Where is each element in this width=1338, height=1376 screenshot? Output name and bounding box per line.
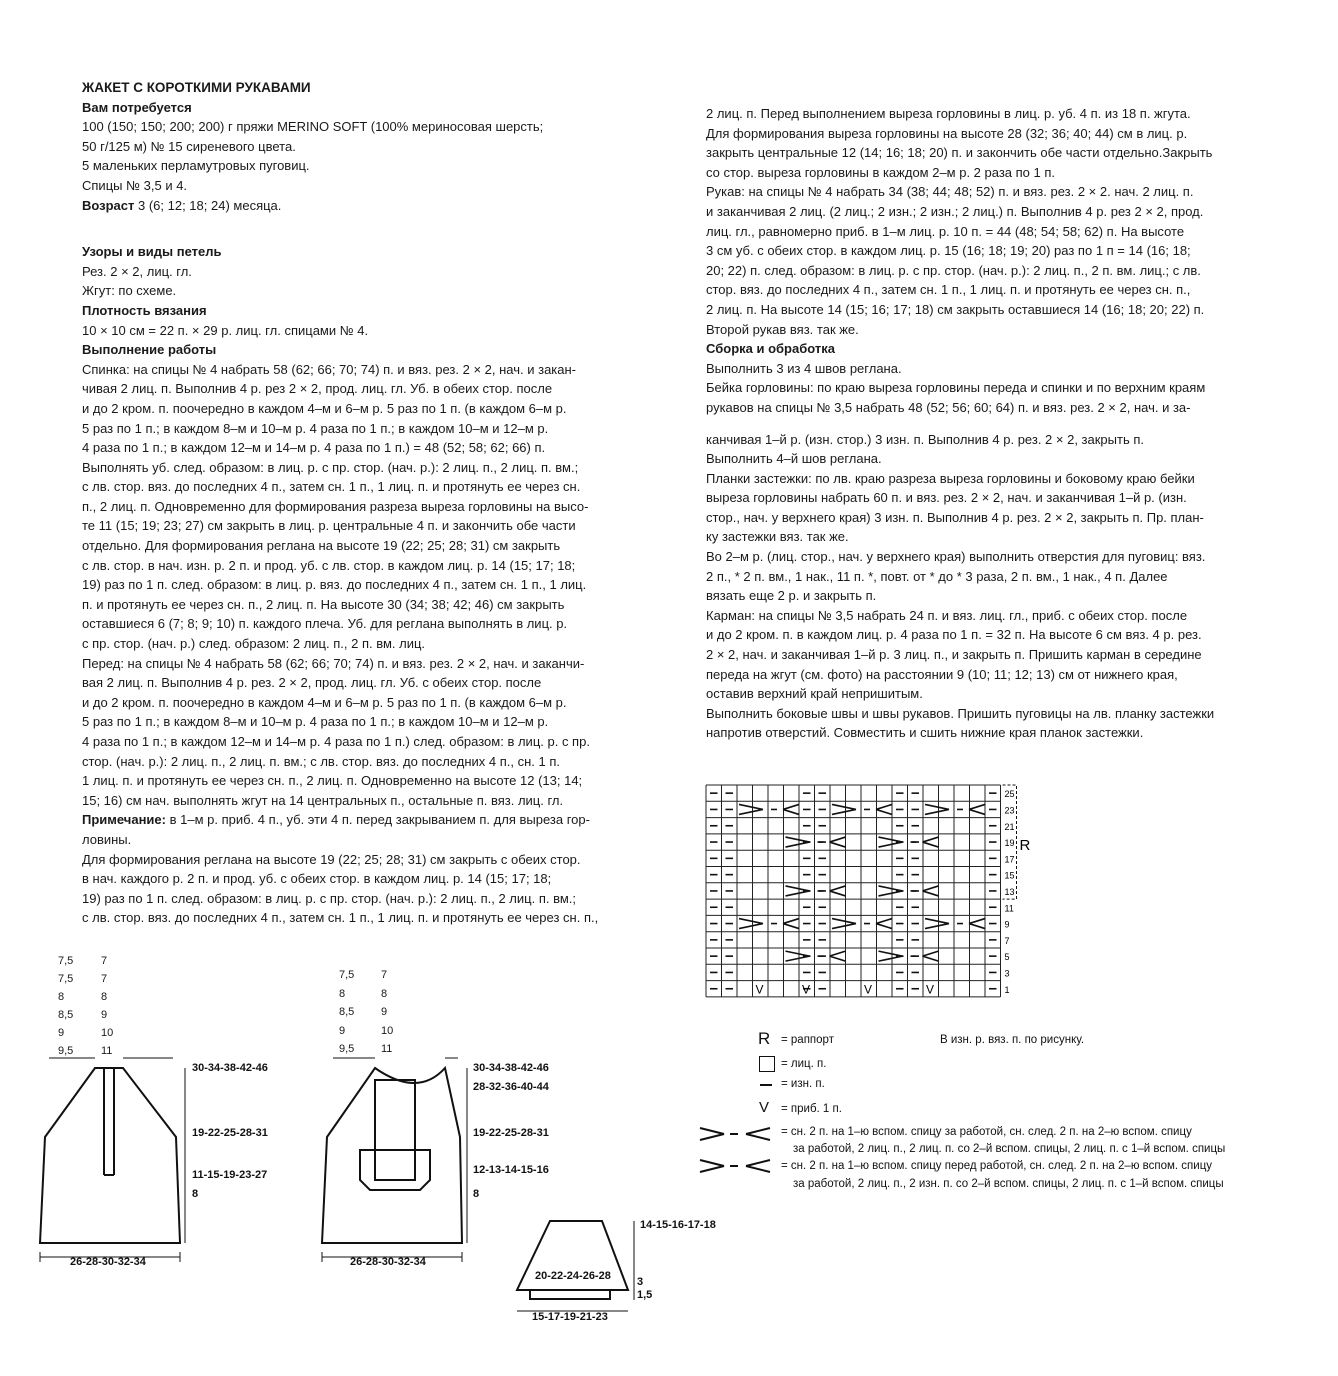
text-line: 15; 16) см нач. выполнять жгут на 14 центральных п., остальные п. вяз. лиц. гл.: [82, 792, 564, 808]
increase-mark: V: [755, 982, 764, 997]
chart-row-number: 19: [1004, 838, 1015, 849]
cable1-line1: = сн. 2 п. на 1–ю вспом. спицу за работой, сн. след. 2 п. на 2–ю вспом. спицу: [781, 1126, 1192, 1138]
back-dim-raglan: 19-22-25-28-31: [192, 1127, 268, 1139]
text-line: 50 г/125 м) № 15 сиреневого цвета.: [82, 138, 296, 154]
increase-text: = приб. 1 п.: [781, 1103, 842, 1115]
note-line-2: ловины.: [82, 831, 132, 847]
sleeve-dim-inner: 20-22-24-26-28: [535, 1270, 611, 1282]
purl-text: = изн. п.: [781, 1078, 825, 1090]
text-line: чивая 2 лиц. п. Выполнив 4 р. рез 2 × 2, прод. лиц. гл. Уб. в обеих стор. после: [82, 381, 553, 397]
dimension-number: 8: [381, 987, 388, 1000]
text-line: 5 раз по 1 п.; в каждом 8–м и 10–м р. 4 раза по 1 п.; в каждом 10–м и 12–м р.: [82, 714, 549, 730]
back-right-numbers: [101, 952, 113, 1060]
cable-mark: [739, 919, 763, 924]
text-line: Спицы № 3,5 и 4.: [82, 177, 188, 193]
text-line: рукавов на спицы № 3,5 набрать 48 (52; 56; 60; 64) п. и вяз. рез. 2 × 2, нач. и за-: [706, 399, 1191, 415]
text-line: 4 раза по 1 п.; в каждом 12–м и 14–м р. 4 раза по 1 п.) = 48 (52; 58; 62; 66) п.: [82, 440, 546, 456]
dimension-number: 8,5: [58, 1009, 74, 1021]
dimension-number: 10: [101, 1027, 114, 1039]
text-line: 3 см уб. с обеих стор. в каждом лиц. р. 15 (16; 18; 19; 20) раз по 1 п = 14 (16; 18;: [706, 243, 1191, 259]
front-continued-text: [706, 104, 1266, 339]
cable-left-icon: [700, 1160, 770, 1172]
cable-mark: [832, 804, 856, 809]
text-line: 1 лиц. п. и протянуть ее через сн. п., 2 лиц. п. Одновременно на высоте 12 (13; 14;: [82, 773, 583, 789]
chart-row-number: 25: [1004, 789, 1015, 800]
chart-row-number: 9: [1004, 919, 1010, 930]
cable-mark: [925, 804, 949, 809]
increase-mark: V: [926, 982, 935, 997]
work-heading: Выполнение работы: [82, 342, 217, 358]
dimension-number: 7,5: [58, 973, 74, 985]
purl-dash-icon: [760, 1084, 772, 1086]
cable-mark: [923, 837, 939, 842]
increase-mark: V: [802, 982, 811, 997]
text-line: с лв. стор. вяз. до последних 4 п., затем сн. 1 п., 1 лиц. п. и протянуть ее через сн. п.,: [82, 910, 599, 926]
cable-mark: [786, 842, 810, 847]
increase-mark: V: [864, 982, 873, 997]
sleeve-dim-height: 14-15-16-17-18: [640, 1219, 716, 1231]
text-line: 2 п., * 2 п. вм., 1 нак., 11 п. *, повт. от * до * 3 раза, 2 п. вм., 1 нак., 4 п. Далее: [706, 568, 1168, 584]
cable-mark: [832, 924, 856, 929]
front-dim-neck: 28-32-36-40-44: [473, 1081, 549, 1093]
cable-mark: [879, 842, 903, 847]
cable-mark: [830, 837, 846, 842]
text-line: Планки застежки: по лв. краю разреза выреза горловины и боковому краю бейки: [706, 470, 1195, 486]
text-line: Выполнить 3 из 4 швов реглана.: [706, 360, 902, 376]
text-line: переда на жгут (см. фото) на расстоянии 9 (10; 11; 12; 13) см от нижнего края,: [706, 666, 1178, 682]
text-line: ку застежки вяз. так же.: [706, 529, 849, 545]
text-line: 20; 22) п. след. образом: в лиц. р. с пр. стор. (нач. р.): 2 лиц. п., 2 п. вм. лиц.; с лв.: [706, 262, 1201, 278]
front-dim-rib: 8: [473, 1188, 480, 1200]
dimension-number: 11: [381, 1043, 393, 1055]
text-line: п. и протянуть ее через сн. п., 2 лиц. п. На высоте 30 (34; 38; 42; 46) см закрыть: [82, 596, 565, 612]
knit-square-icon: [759, 1056, 775, 1072]
cable-mark: [925, 924, 949, 929]
cable-mark: [830, 951, 846, 956]
text-line: Карман: на спицы № 3,5 набрать 24 п. и вяз. лиц. гл., приб. с обеих стор. после: [706, 607, 1188, 623]
front-dim-top: 30-34-38-42-46: [473, 1062, 549, 1074]
cable-mark: [786, 891, 810, 896]
back-dim-rib: 8: [192, 1188, 199, 1200]
cable-mark: [830, 891, 846, 896]
text-line: Выполнять уб. след. образом: в лиц. р. с пр. стор. (нач. р.): 2 лиц. п., 2 лиц. п. вм.;: [82, 459, 579, 475]
cable-mark: [876, 919, 892, 924]
cable-mark: [925, 809, 949, 814]
patterns-heading: Узоры и виды петель: [82, 244, 222, 260]
note-text-1: в 1–м р. приб. 4 п., уб. эти 4 п. перед закрыванием п. для выреза гор-: [165, 812, 590, 828]
text-line: в нач. каждого р. 2 п. и прод. уб. с обеих стор. в каждом лиц. р. 14 (15; 17; 18;: [82, 871, 552, 887]
dimension-number: 7: [101, 955, 108, 967]
dimension-number: 8,5: [339, 1006, 355, 1018]
text-line: стор. вяз. до последних 4 п., затем сн. 1 п., 1 лиц. п. и протянуть ее через сн. п.,: [706, 282, 1191, 298]
text-line: с пр. стор. (нач. р.) след. образом: 2 лиц. п., 2 п. вм. лиц.: [82, 636, 426, 652]
cable-mark: [923, 956, 939, 961]
text-line: закрыть центральные 12 (14; 16; 18; 20) п. и закончить обе части отдельно.Закрыть: [706, 145, 1213, 161]
cable-mark: [739, 804, 763, 809]
cable-right-icon: [700, 1128, 770, 1140]
text-line: Для формирования реглана на высоте 19 (22; 25; 28; 31) см закрыть с обеих стор.: [82, 851, 581, 867]
cable-mark: [876, 924, 892, 929]
chart-row-number: 3: [1004, 968, 1010, 979]
text-line: 4 раза по 1 п.; в каждом 12–м и 14–м р. 4 раза по 1 п.) след. образом: в лиц. р. с пр.: [82, 734, 590, 749]
text-line: 5 раз по 1 п.; в каждом 8–м и 10–м р. 4 раза по 1 п.; в каждом 10–м и 12–м р.: [82, 420, 549, 436]
note-label: Примечание:: [82, 812, 166, 828]
text-line: вязать еще 2 р. и закрыть п.: [706, 588, 877, 604]
text-line: оставшиеся 6 (7; 8; 9; 10) п. каждого плеча. Уб. для реглана выполнять в лиц. р.: [82, 616, 568, 632]
dimension-number: 9: [381, 1006, 388, 1018]
text-line: Второй рукав вяз. так же.: [706, 321, 859, 337]
cable-mark: [879, 886, 903, 891]
text-line: лиц. гл., равномерно приб. в 1–м лиц. р. 10 п. = 44 (48; 54; 58; 62) п. На высоте: [706, 223, 1185, 239]
cable-mark: [969, 804, 985, 809]
chart-row-number: 13: [1004, 886, 1015, 897]
text-line: 5 маленьких перламутровых пуговиц.: [82, 158, 310, 174]
dimension-number: 8: [58, 991, 65, 1003]
text-line: Для формирования выреза горловины на высоте 28 (32; 36; 40; 44) см в лиц. р.: [706, 125, 1188, 141]
text-line: 19) раз по 1 п. след. образом: в лиц. р. с пр. стор. (нач. р.): 2 лиц. п., 2 лиц. п. вм.;: [82, 890, 577, 906]
text-line: Выполнить 4–й шов реглана.: [706, 451, 882, 467]
chart-row-number: 21: [1004, 821, 1015, 832]
cable-mark: [876, 809, 892, 814]
age-line: [82, 196, 627, 216]
text-line: п., 2 лиц. п. Одновременно для формирования разреза выреза горловины на высо-: [82, 498, 589, 514]
cable-mark: [783, 809, 799, 814]
cable2-line2: за работой, 2 лиц. п., 2 изн. п. со 2–й вспом. спицы, 2 лиц. п. с 1–й вспом. спицы: [793, 1178, 1224, 1190]
text-line: Жгут: по схеме.: [82, 283, 177, 299]
knitting-chart: [704, 783, 1034, 1008]
front-schematic: [322, 1058, 467, 1262]
text-line: стор. (нач. р.): 2 лиц. п., 2 лиц. п. вм.; с лв. стор. вяз. до последних 4 п., сн. 1 п.: [82, 753, 561, 769]
assembly-text-a: [706, 359, 1266, 418]
cable-mark: [739, 809, 763, 814]
cable-mark: [783, 924, 799, 929]
cable1-line2: за работой, 2 лиц. п., 2 лиц. п. со 2–й вспом. спицы, 2 лиц. п. с 1–й вспом. спицы: [793, 1143, 1226, 1155]
cable-mark: [969, 919, 985, 924]
text-line: те 11 (15; 19; 23; 27) см закрыть в лиц. р. центральные 4 п. и закончить обе части: [82, 518, 576, 534]
cable-mark: [969, 809, 985, 814]
work-text-b: [82, 850, 627, 928]
age-text: 3 (6; 12; 18; 24) месяца.: [134, 197, 282, 213]
text-line: отдельно. Для формирования реглана на высоте 19 (22; 25; 28; 31) см закрыть: [82, 538, 561, 554]
text-line: 2 лиц. п. Перед выполнением выреза горловины в лиц. р. уб. 4 п. из 18 п. жгута.: [706, 106, 1191, 121]
materials-list: [82, 117, 627, 195]
cable-mark: [739, 924, 763, 929]
dimension-number: 9: [101, 1009, 108, 1021]
note-line-1: [82, 810, 627, 830]
text-line: Выполнить боковые швы и швы рукавов. Пришить пуговицы на лв. планку застежки: [706, 705, 1215, 721]
dimension-number: 8: [339, 987, 346, 1000]
legend-note: В изн. р. вяз. п. по рисунку.: [940, 1034, 1085, 1046]
back-dim-slit: 11-15-19-23-27: [192, 1169, 268, 1181]
text-line: Рукав: на спицы № 4 набрать 34 (38; 44; 48; 52) п. и вяз. рез. 2 × 2. нач. 2 лиц. п.: [706, 184, 1194, 200]
dimension-number: 11: [101, 1045, 113, 1057]
back-dim-width: 26-28-30-32-34: [70, 1256, 146, 1268]
text-line: 100 (150; 150; 200; 200) г пряжи MERINO SOFT (100% мериносовая шерсть;: [82, 119, 544, 135]
patterns-list: [82, 262, 627, 301]
dimension-number: 9,5: [58, 1045, 74, 1057]
cable-mark: [830, 886, 846, 891]
cable-mark: [832, 809, 856, 814]
cable-mark: [923, 842, 939, 847]
knit-text: = лиц. п.: [781, 1058, 827, 1070]
text-line: Перед: на спицы № 4 набрать 58 (62; 66; 70; 74) п. и вяз. рез. 2 × 2, нач. и заканчи-: [82, 655, 585, 671]
cable-mark: [830, 956, 846, 961]
chart-row-number: 17: [1004, 854, 1015, 865]
cable-mark: [923, 951, 939, 956]
text-line: с лв. стор. вяз. до последних 4 п., затем сн. 1 п., 1 лиц. п. и протянуть ее через сн.: [82, 479, 581, 495]
dimension-number: 9: [339, 1024, 346, 1037]
cable-mark: [786, 886, 810, 891]
work-text-a: [82, 360, 627, 811]
sleeve-dim-band-b: 1,5: [637, 1289, 653, 1301]
sleeve-dim-band-a: 3: [637, 1276, 644, 1288]
sleeve-dim-width: 15-17-19-21-23: [532, 1311, 608, 1323]
cable-mark: [783, 919, 799, 924]
chart-row-number: 23: [1004, 805, 1015, 816]
pattern-title: ЖАКЕТ С КОРОТКИМИ РУКАВАМИ: [82, 80, 311, 95]
text-line: оставив верхний край непришитым.: [706, 686, 923, 702]
text-line: со стор. выреза горловины в каждом 2–м р. 2 раза по 1 п.: [706, 164, 1056, 180]
dimension-number: 7: [101, 973, 108, 985]
assembly-heading: Сборка и обработка: [706, 341, 835, 357]
sleeve-schematic: [517, 1221, 634, 1311]
cable-mark: [876, 804, 892, 809]
dimension-number: 10: [381, 1024, 394, 1037]
text-line: Бейка горловины: по краю выреза горловины переда и спинки и по верхним краям: [706, 380, 1206, 396]
text-line: 2 × 2, нач. и заканчивая 1–й р. 3 лиц. п., и закрыть п. Пришить карман в середине: [706, 647, 1202, 663]
cable-mark: [783, 804, 799, 809]
front-dim-pocket: 12-13-14-15-16: [473, 1164, 549, 1176]
cable-mark: [786, 837, 810, 842]
dimension-number: 9: [58, 1027, 65, 1039]
text-line: с лв. стор. в нач. изн. р. 2 п. и прод. уб. с лв. стор. в каждом лиц. р. 14 (15; 17; 18;: [82, 557, 576, 573]
density-heading: Плотность вязания: [82, 302, 207, 318]
text-line: и заканчивая 2 лиц. (2 лиц.; 2 изн.; 2 изн.; 2 лиц.) п. Выполнив 4 р. рез 2 × 2, прод.: [706, 203, 1204, 219]
text-line: и до 2 кром. п. поочередно в каждом 4–м и 6–м р. 5 раз по 1 п. (в каждом 6–м р.: [82, 694, 567, 710]
front-dim-raglan: 19-22-25-28-31: [473, 1127, 549, 1139]
chart-grid: [706, 785, 1001, 997]
back-left-numbers: [58, 952, 73, 1060]
density-text: 10 × 10 см = 22 п. × 29 р. лиц. гл. спицами № 4.: [82, 322, 369, 338]
chart-row-number: 7: [1004, 935, 1010, 946]
back-schematic: [40, 1058, 185, 1262]
text-line: канчивая 1–й р. (изн. стор.) 3 изн. п. Выполнив 4 р. рез. 2 × 2, закрыть п.: [706, 431, 1144, 447]
materials-heading: Вам потребуется: [82, 99, 192, 115]
right-column: [706, 104, 1266, 743]
left-column: [82, 78, 627, 928]
front-left-numbers: [339, 966, 354, 1059]
assembly-text-b: [706, 430, 1266, 744]
chart-row-number: 11: [1004, 903, 1014, 914]
dimension-number: 7,5: [339, 969, 355, 981]
dimension-number: 7: [381, 969, 388, 981]
age-label: Возраст: [82, 197, 135, 213]
cable-mark: [969, 924, 985, 929]
cable-mark: [879, 891, 903, 896]
dimension-number: 7,5: [58, 955, 74, 967]
cable-mark: [923, 891, 939, 896]
chart-row-number: 15: [1004, 870, 1015, 881]
cable-mark: [786, 951, 810, 956]
text-line: 19) раз по 1 п. след. образом: в лиц. р. вяз. до последних 4 п., затем сн. 1 п., 1 лиц.: [82, 577, 587, 593]
text-line: и до 2 кром. п. поочередно в каждом 4–м и 6–м р. 5 раз по 1 п. (в каждом 6–м р.: [82, 400, 567, 416]
text-line: вая 2 лиц. п. Выполнив 4 р. рез. 2 × 2, прод. лиц. гл. Уб. с обеих стор. после: [82, 675, 542, 691]
cable2-line1: = сн. 2 п. на 1–ю вспом. спицу перед работой, сн. след. 2 п. на 2–ю вспом. спицу: [781, 1160, 1213, 1172]
chart-row-number: 5: [1004, 952, 1010, 963]
dimension-number: 8: [101, 991, 108, 1003]
cable-mark: [786, 956, 810, 961]
cable-mark: [879, 951, 903, 956]
cable-mark: [830, 842, 846, 847]
repeat-label: R: [1019, 837, 1031, 855]
text-line: стор., нач. у верхнего края) 3 изн. п. Выполнив 4 р. рез. 2 × 2, закрыть п. Пр. план-: [706, 509, 1204, 525]
front-dim-width: 26-28-30-32-34: [350, 1256, 426, 1268]
text-line: Во 2–м р. (лиц. стор., нач. у верхнего края) выполнить отверстия для пуговиц: вяз.: [706, 549, 1206, 565]
cable-mark: [879, 837, 903, 842]
text-line: выреза горловины набрать 60 п. и вяз. рез. 2 × 2, нач. и заканчивая 1–й р. (изн.: [706, 490, 1187, 506]
chart-row-number: 1: [1004, 984, 1010, 995]
dimension-number: 9,5: [339, 1043, 355, 1055]
text-line: и до 2 кром. п. в каждом лиц. р. 4 раза по 1 п. = 32 п. На высоте 6 см вяз. 4 р. рез.: [706, 627, 1202, 643]
cable-mark: [923, 886, 939, 891]
cable-mark: [925, 919, 949, 924]
text-line: Рез. 2 × 2, лиц. гл.: [82, 263, 192, 279]
repeat-symbol: R: [758, 1029, 771, 1048]
text-line: Спинка: на спицы № 4 набрать 58 (62; 66; 70; 74) п. и вяз. рез. 2 × 2, нач. и закан-: [82, 361, 577, 377]
repeat-text: = раппорт: [781, 1034, 834, 1046]
text-line: напротив отверстий. Совместить и сшить нижние края планок застежки.: [706, 725, 1144, 741]
increase-v-icon: V: [759, 1099, 770, 1116]
back-dim-top: 30-34-38-42-46: [192, 1062, 268, 1074]
cable-mark: [879, 956, 903, 961]
text-line: 2 лиц. п. На высоте 14 (15; 16; 17; 18) см закрыть оставшиеся 14 (16; 18; 20; 22) п.: [706, 301, 1205, 317]
front-right-numbers: [381, 966, 393, 1059]
cable-icons: [698, 1120, 778, 1180]
cable-mark: [832, 919, 856, 924]
